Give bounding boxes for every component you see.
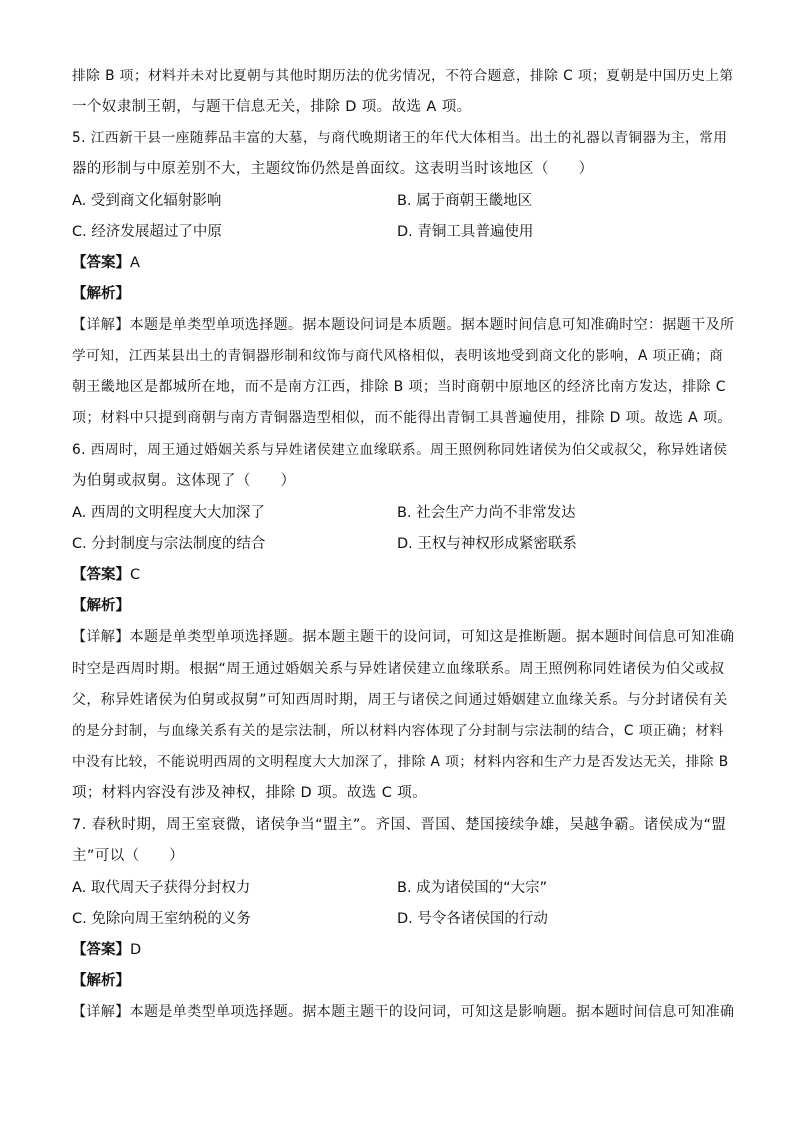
answer-label: 【答案】 [72,942,130,958]
question-5-stem: 器的形制与中原差别不大，主题纹饰仍然是兽面纹。这表明当时该地区（ ） [72,161,594,177]
question-7-option-b: B. 成为诸侯国的“大宗” [397,880,548,896]
question-6-option-c: C. 分封制度与宗法制度的结合 [72,536,266,552]
question-7-answer [72,940,141,960]
question-6-detail: 【详解】本题是单类型单项选择题。据本题主题干的设问词，可知这是推断题。据本题时间信息可知准确 [72,629,735,645]
question-5-analysis-label: 【解析】 [72,286,130,302]
question-5-option-b: B. 属于商朝王畿地区 [397,193,533,209]
question-5-detail: 学可知，江西某县出土的青铜器形制和纹饰与商代风格相似，表明该地受到商文化的影响，A 项正确；商 [72,348,724,364]
question-7-option-a: A. 取代周天子获得分封权力 [72,880,251,896]
answer-label: 【答案】 [72,255,130,271]
question-6-detail: 父，称异姓诸侯为伯舅或叔舅”可知西周时期，周王与诸侯之间通过婚姻建立血缘关系。与分封诸侯有关 [72,692,728,708]
answer-value: A [130,255,140,271]
question-6-stem: 为伯舅或叔舅。这体现了（ ） [72,473,296,489]
question-7-analysis-label: 【解析】 [72,973,130,989]
question-6-option-a: A. 西周的文明程度大大加深了 [72,505,265,521]
text-line: 一个奴隶制王朝，与题干信息无关，排除 D 项。故选 A 项。 [72,99,472,115]
question-5-option-a: A. 受到商文化辐射影响 [72,193,222,209]
question-6-analysis-label: 【解析】 [72,598,130,614]
question-7-detail: 【详解】本题是单类型单项选择题。据本题主题干的设问词，可知这是影响题。据本题时间信息可知准确 [72,1004,735,1020]
answer-value: D [130,942,142,958]
question-6-detail: 项；材料内容没有涉及神权，排除 D 项。故选 C 项。 [72,785,428,801]
question-5-detail: 【详解】本题是单类型单项选择题。据本题设问词是本质题。据本题时间信息可知准确时空：据题干及所 [72,317,735,333]
question-6-answer [72,565,140,585]
answer-label: 【答案】 [72,567,130,583]
question-7-option-d: D. 号令各诸侯国的行动 [397,911,548,927]
question-6-stem: 6. 西周时，周王通过婚姻关系与异姓诸侯建立血缘联系。周王照例称同姓诸侯为伯父或叔父，称异姓诸侯 [72,442,728,458]
question-6-detail: 时空是西周时期。根据“周王通过婚姻关系与异姓诸侯建立血缘联系。周王照例称同姓诸侯为伯父或叔 [72,661,725,677]
text-line: 排除 B 项；材料并未对比夏朝与其他时期历法的优劣情况，不符合题意，排除 C 项；夏朝是中国历史上第 [72,68,734,84]
question-7-option-c: C. 免除向周王室纳税的义务 [72,911,251,927]
question-6-detail: 中没有比较，不能说明西周的文明程度大大加深了，排除 A 项；材料内容和生产力是否发达无关，排除 B [72,754,729,770]
question-7-stem: 主”可以（ ） [72,848,185,864]
question-5-detail: 项；材料中只提到商朝与南方青铜器造型相似，而不能得出青铜工具普遍使用，排除 D 项。故选 A 项。 [72,410,732,426]
question-7-stem: 7. 春秋时期，周王室衰微，诸侯争当“盟主”。齐国、晋国、楚国接续争雄，吴越争霸。诸侯成为“盟 [72,817,727,833]
question-6-option-b: B. 社会生产力尚不非常发达 [397,505,576,521]
question-5-option-c: C. 经济发展超过了中原 [72,224,222,240]
question-6-detail: 的是分封制，与血缘关系有关的是宗法制，所以材料内容体现了分封制与宗法制的结合，C 项正确；材料 [72,723,724,739]
question-6-option-d: D. 王权与神权形成紧密联系 [397,536,577,552]
answer-value: C [130,567,141,583]
question-5-option-d: D. 青铜工具普遍使用 [397,224,534,240]
question-5-stem: 5. 江西新干县一座随葬品丰富的大墓，与商代晚期诸王的年代大体相当。出土的礼器以青铜器为主，常用 [72,130,728,146]
question-5-answer [72,253,140,273]
question-5-detail: 朝王畿地区是都城所在地，而不是南方江西，排除 B 项；当时商朝中原地区的经济比南方发达，排除 C [72,379,726,395]
